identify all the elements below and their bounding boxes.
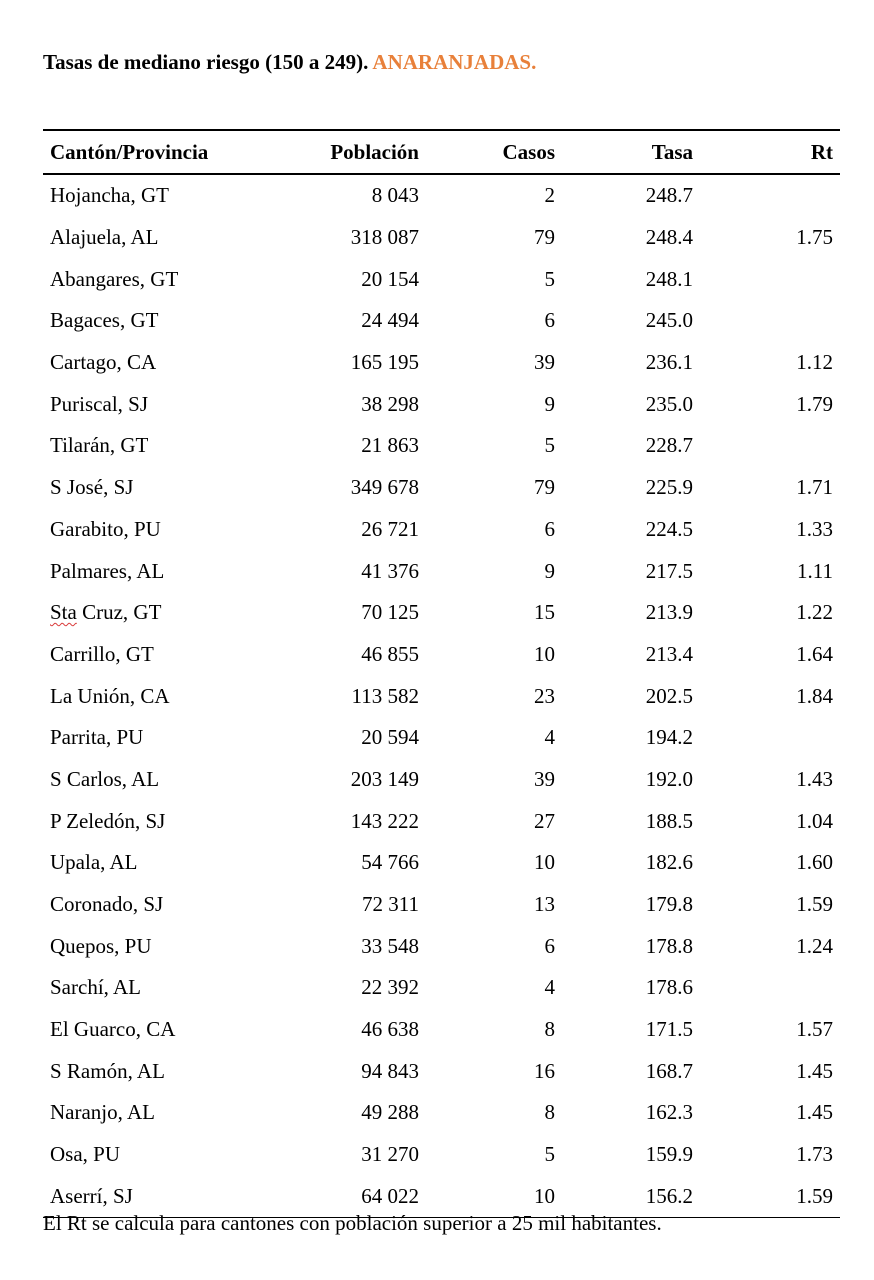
cell-tasa: 213.9 [645,600,693,625]
cell-casos: 79 [534,475,555,500]
cell-rt: 1.43 [796,766,833,791]
cell-casos: 6 [544,308,555,333]
cell-casos: 8 [544,1100,555,1125]
cell-tasa: 159.9 [645,1142,693,1167]
cell-canton [43,592,274,634]
cell-tasa: 188.5 [645,808,693,833]
cell-canton: Puriscal, SJ [50,391,149,416]
table-row [43,675,840,717]
cell-poblacion: 20 154 [361,266,419,291]
cell-rt: 1.73 [796,1142,833,1167]
cell-canton: Palmares, AL [50,558,165,583]
cell-poblacion: 143 222 [350,808,419,833]
cell-poblacion: 8 043 [371,183,419,208]
cell-rt: 1.59 [796,892,833,917]
cell-canton: Carrillo, GT [50,641,154,666]
cell-casos: 5 [544,433,555,458]
cell-tasa: 217.5 [645,558,693,583]
cell-poblacion: 318 087 [350,225,419,250]
table-row [43,1092,840,1134]
cell-canton: Naranjo, AL [50,1100,155,1125]
cell-rt: 1.04 [796,808,833,833]
cell-poblacion: 113 582 [351,683,419,708]
table-row [43,717,840,759]
cell-rt: 1.45 [796,1058,833,1083]
cell-tasa: 225.9 [645,475,693,500]
cell-casos: 4 [544,975,555,1000]
cell-casos: 13 [534,892,555,917]
page-title [43,50,536,75]
header-canton: Cantón/Provincia [43,130,274,174]
cell-canton: Upala, AL [50,850,138,875]
cell-canton: Cartago, CA [50,350,157,375]
cell-tasa: 179.8 [645,892,693,917]
table-row [43,759,840,801]
cell-casos: 16 [534,1058,555,1083]
table-row [43,1050,840,1092]
table-row [43,1134,840,1176]
cell-rt [693,967,840,1009]
cell-rt: 1.60 [796,850,833,875]
cell-poblacion: 165 195 [350,350,419,375]
cell-poblacion: 54 766 [361,850,419,875]
cell-canton: Garabito, PU [50,516,161,541]
cell-canton: S Ramón, AL [50,1058,165,1083]
table-row [43,342,840,384]
cell-casos: 6 [544,516,555,541]
cell-poblacion: 22 392 [361,975,419,1000]
header-tasa: Tasa [555,130,693,174]
cell-tasa: 168.7 [645,1058,693,1083]
cell-rt: 1.75 [796,225,833,250]
cell-tasa: 202.5 [645,683,693,708]
header-casos: Casos [419,130,555,174]
cell-poblacion: 41 376 [361,558,419,583]
table-header-row [43,130,840,174]
cell-canton: Bagaces, GT [50,308,159,333]
cell-casos: 4 [544,725,555,750]
cell-canton: Aserrí, SJ [43,1176,274,1218]
cell-rt: 1.45 [796,1100,833,1125]
table-row [43,467,840,509]
cell-tasa: 236.1 [645,350,693,375]
cell-casos: 5 [544,1142,555,1167]
cell-poblacion: 46 855 [361,641,419,666]
risk-table-container [43,129,833,1218]
cell-rt: 1.24 [796,933,833,958]
table-row [43,634,840,676]
table-row [43,509,840,551]
cell-canton: Alajuela, AL [50,225,159,250]
cell-tasa: 248.7 [645,183,693,208]
cell-tasa: 194.2 [645,725,693,750]
cell-rt: 1.64 [796,641,833,666]
cell-canton: Osa, PU [50,1142,121,1167]
header-poblacion: Población [274,130,419,174]
cell-rt: 1.71 [796,475,833,500]
cell-canton: El Guarco, CA [50,1017,176,1042]
table-row [43,258,840,300]
cell-canton-text: Cruz, GT [76,600,162,625]
table-body [43,174,840,1218]
cell-casos: 15 [534,600,555,625]
risk-table [43,129,840,1218]
cell-rt: 1.12 [796,350,833,375]
cell-casos: 5 [544,266,555,291]
table-row [43,217,840,259]
cell-tasa: 213.4 [645,641,693,666]
cell-rt: 1.22 [796,600,833,625]
cell-rt [693,425,840,467]
cell-poblacion: 70 125 [361,600,419,625]
cell-canton: Coronado, SJ [50,892,164,917]
cell-tasa: 156.2 [555,1176,693,1218]
cell-rt [693,258,840,300]
cell-tasa: 235.0 [645,391,693,416]
footnote: El Rt se calcula para cantones con población superior a 25 mil habitantes. [43,1211,662,1235]
table-row [43,550,840,592]
cell-casos: 79 [534,225,555,250]
table-row [43,967,840,1009]
cell-rt: 1.84 [796,683,833,708]
cell-tasa: 182.6 [645,850,693,875]
cell-casos: 8 [544,1017,555,1042]
cell-canton: Hojancha, GT [50,183,169,208]
table-row [43,174,840,217]
cell-tasa: 178.8 [645,933,693,958]
cell-tasa: 162.3 [645,1100,693,1125]
title-accent: ANARANJADAS. [372,50,537,74]
title-main: Tasas de mediano riesgo (150 a 249). [43,50,369,74]
table-row [43,300,840,342]
cell-casos: 9 [544,391,555,416]
cell-rt: 1.59 [693,1176,840,1218]
cell-poblacion: 31 270 [361,1142,419,1167]
cell-rt: 1.79 [796,391,833,416]
cell-rt: 1.57 [796,1017,833,1042]
cell-rt [693,174,840,217]
cell-casos: 27 [534,808,555,833]
cell-tasa: 178.6 [645,975,693,1000]
cell-tasa: 248.1 [645,266,693,291]
cell-rt: 1.11 [797,558,833,583]
table-row [43,925,840,967]
cell-canton: P Zeledón, SJ [50,808,166,833]
cell-tasa: 248.4 [645,225,693,250]
table-row [43,383,840,425]
cell-canton: Sarchí, AL [50,975,141,1000]
cell-casos: 39 [534,766,555,791]
cell-casos: 10 [419,1176,555,1218]
table-row [43,1009,840,1051]
cell-tasa: 192.0 [645,766,693,791]
cell-canton: La Unión, CA [50,683,170,708]
cell-casos: 9 [544,558,555,583]
cell-canton: Tilarán, GT [50,433,149,458]
cell-poblacion: 24 494 [361,308,419,333]
table-row [43,884,840,926]
cell-canton: Quepos, PU [50,933,152,958]
table-row [43,800,840,842]
cell-poblacion: 21 863 [361,433,419,458]
cell-poblacion: 26 721 [361,516,419,541]
cell-casos: 6 [544,933,555,958]
cell-tasa: 224.5 [645,516,693,541]
table-row [43,425,840,467]
cell-poblacion: 203 149 [350,766,419,791]
table-row [43,592,840,634]
table-row [43,842,840,884]
cell-poblacion: 64 022 [274,1176,419,1218]
cell-poblacion: 33 548 [361,933,419,958]
cell-casos: 2 [544,183,555,208]
cell-canton: S José, SJ [50,475,134,500]
cell-poblacion: 349 678 [350,475,419,500]
cell-casos: 23 [534,683,555,708]
cell-poblacion: 38 298 [361,391,419,416]
cell-poblacion: 46 638 [361,1017,419,1042]
spellcheck-flagged-word: Sta [50,600,77,625]
cell-rt [693,717,840,759]
cell-poblacion: 94 843 [361,1058,419,1083]
cell-canton: S Carlos, AL [50,766,160,791]
cell-tasa: 228.7 [645,433,693,458]
cell-canton: Parrita, PU [50,725,144,750]
cell-tasa: 245.0 [645,308,693,333]
cell-casos: 10 [534,850,555,875]
cell-canton: Abangares, GT [50,266,179,291]
cell-casos: 39 [534,350,555,375]
cell-casos: 10 [534,641,555,666]
cell-tasa: 171.5 [645,1017,693,1042]
cell-rt: 1.33 [796,516,833,541]
cell-rt [693,300,840,342]
cell-poblacion: 49 288 [361,1100,419,1125]
cell-poblacion: 72 311 [362,892,419,917]
header-rt: Rt [693,130,840,174]
cell-poblacion: 20 594 [361,725,419,750]
